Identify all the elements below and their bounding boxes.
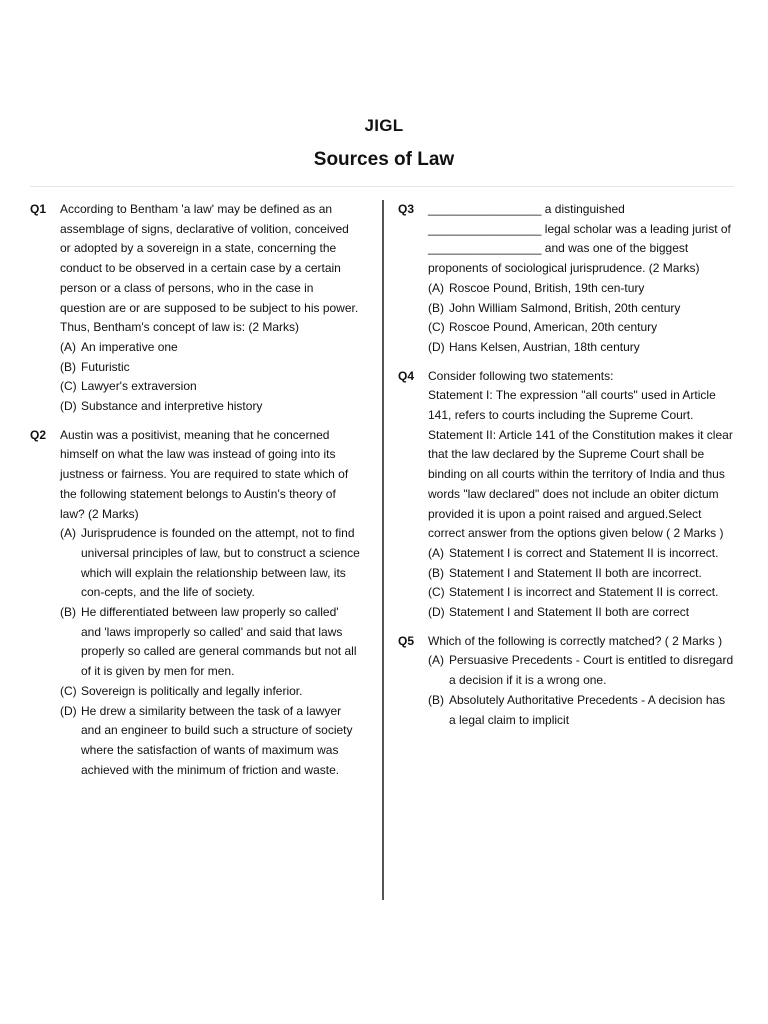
option-c (428, 583, 734, 603)
option-label: (C) (60, 683, 77, 698)
option-label: (D) (60, 703, 77, 718)
option-label: (B) (428, 300, 444, 315)
question-text: _________________ a distinguished _________________ legal scholar was a leading jurist of _________________ and was one of the biggest proponents of sociological jurisprudence. (2 Marks) (428, 202, 731, 276)
option-label: (C) (60, 379, 77, 394)
option-text: Absolutely Authoritative Precedents - A decision has a legal claim to implicit (449, 692, 726, 727)
question-text: According to Bentham 'a law' may be defined as an assemblage of signs, declarative of volition, conceived or adopted by a sovereign in a state, concerning the conduct to be observed in a certain case by a certain person or a class of persons, who in the case in question are or are supposed to be subject to his power. Thus, Bentham's concept of law is: (2 Marks) (60, 202, 359, 335)
option-d (428, 603, 734, 623)
question-number: Q2 (30, 427, 47, 442)
option-b (428, 691, 734, 730)
column-divider (382, 200, 384, 900)
option-a (428, 544, 734, 564)
question-text: Austin was a positivist, meaning that he concerned himself on what the law was instead of going into its justness or fairness. You are required to state which of the following statement belongs to Austin's theory of law? (2 Marks) (60, 427, 349, 521)
option-text: Jurisprudence is founded on the attempt, not to find universal principles of law, but to construct a science which will explain the relationship between law, its con-cepts, and the life of society. (81, 526, 360, 600)
question-2 (30, 426, 360, 781)
option-b (428, 299, 734, 319)
question-number: Q3 (398, 202, 415, 216)
option-d (428, 338, 734, 358)
question-5 (398, 632, 734, 731)
question-4 (398, 367, 734, 623)
option-b (60, 603, 360, 682)
option-text: Futuristic (81, 359, 130, 374)
option-a (428, 651, 734, 690)
option-label: (A) (428, 280, 444, 295)
question-number: Q5 (398, 633, 415, 648)
page-title: Sources of Law (313, 149, 455, 170)
option-text: Roscoe Pound, British, 19th cen-tury (449, 280, 645, 295)
option-text: Statement I is correct and Statement II is incorrect. (449, 545, 719, 560)
option-label: (B) (428, 565, 444, 580)
page-header (0, 116, 768, 171)
option-a (60, 524, 360, 603)
question-1 (30, 200, 360, 417)
option-a (60, 338, 360, 358)
question-text: Which of the following is correctly matched? ( 2 Marks ) (428, 633, 723, 648)
option-label: (A) (428, 545, 444, 560)
option-c (60, 682, 360, 702)
option-text: An imperative one (81, 339, 178, 354)
option-label: (B) (428, 692, 444, 707)
option-b (60, 358, 360, 378)
option-c (428, 318, 734, 338)
option-b (428, 564, 734, 584)
option-label: (A) (60, 526, 76, 541)
option-label: (D) (60, 399, 77, 414)
option-c (60, 377, 360, 397)
option-label: (B) (60, 605, 76, 620)
option-label: (C) (428, 585, 445, 600)
option-text: Statement I and Statement II both are correct (449, 605, 690, 620)
option-d (60, 702, 360, 781)
option-text: Statement I and Statement II both are incorrect. (449, 565, 702, 580)
option-text: Lawyer's extraversion (81, 379, 197, 394)
option-text: Roscoe Pound, American, 20th century (449, 320, 658, 335)
option-text: Hans Kelsen, Austrian, 18th century (449, 339, 640, 354)
option-label: (D) (428, 339, 445, 354)
question-number: Q4 (398, 368, 415, 383)
question-3 (398, 200, 734, 358)
option-label: (A) (60, 339, 76, 354)
option-a (428, 279, 734, 299)
option-text: He drew a similarity between the task of a lawyer and an engineer to build such a structure of society where the satisfaction of wants of maximum was achieved with the minimum of friction and waste. (81, 703, 353, 777)
option-label: (D) (428, 605, 445, 620)
option-text: Statement I is incorrect and Statement II is correct. (449, 585, 719, 600)
option-text: Persuasive Precedents - Court is entitled to disregard a decision if it is a wrong one. (449, 653, 734, 688)
question-text: Consider following two statements: Statement I: The expression "all courts" used in Article 141, refers to courts including the Supreme Court. Statement II: Article 141 of the Constitution makes it clear that the law declared by the Supreme Court shall be binding on all courts within the territory of India and thus words "law declared" does not include an obiter dictum provided it is upon a point raised and argued.Select correct answer from the options given below ( 2 Marks ) (428, 368, 733, 541)
option-d (60, 397, 360, 417)
option-text: Substance and interpretive history (81, 399, 263, 414)
question-number: Q1 (30, 202, 47, 216)
right-column (398, 200, 734, 739)
left-column (30, 200, 360, 789)
option-label: (C) (428, 320, 445, 335)
option-text: He differentiated between law properly so called' and 'laws improperly so called' and said that laws properly so called are general commands but not all of it is given by men for men. (81, 605, 357, 679)
header-rule (30, 186, 734, 187)
option-label: (B) (60, 359, 76, 374)
subject-code: JIGL (364, 116, 404, 135)
option-text: John William Salmond, British, 20th century (449, 300, 681, 315)
option-label: (A) (428, 653, 444, 668)
option-text: Sovereign is politically and legally inferior. (81, 683, 303, 698)
